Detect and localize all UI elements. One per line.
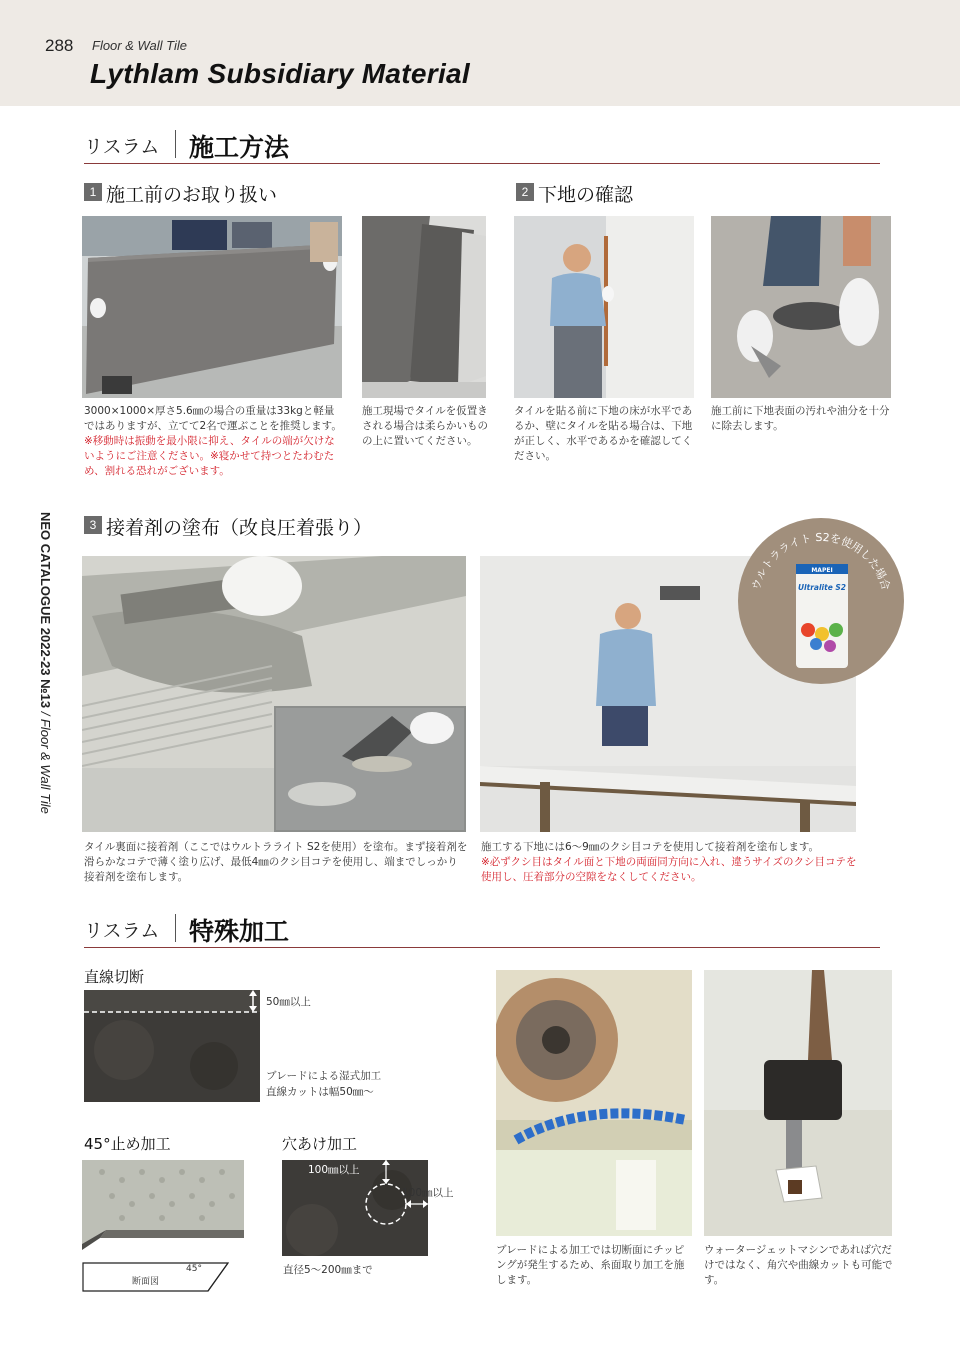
caption-text: 施工する下地には6〜9㎜のクシ目コテを使用して接着剤を塗布します。 xyxy=(481,841,820,853)
drilling-top-margin-label: 100㎜以上 xyxy=(308,1164,360,1176)
drilling-title: 穴あけ加工 xyxy=(282,1135,358,1153)
caption-blade: ブレードによる加工では切断面にチッピングが発生するため、糸面取り加工を施します。 xyxy=(496,1244,685,1286)
caption-step2-clean: 施工前に下地表面の汚れや油分を十分に除去します。 xyxy=(711,405,890,432)
caption-step1-storage: 施工現場でタイルを仮置きされる場合は柔らかいものの上に置いてください。 xyxy=(362,405,488,447)
running-title: Floor & Wall Tile xyxy=(92,38,187,53)
miter-angle-label: 45° xyxy=(186,1264,202,1274)
section-brand: リスラム xyxy=(84,136,160,158)
caption-step2-level: タイルを貼る前に下地の床が水平であるか、壁にタイルを貼る場合は、下地が正しく、水平であるかを確認してください。 xyxy=(514,405,693,462)
step-title: 施工前のお取り扱い xyxy=(106,184,278,206)
adhesive-bag-icon xyxy=(796,564,848,668)
section-separator xyxy=(175,914,176,942)
caption-text: 3000×1000×厚さ5.6㎜の場合の重量は33kgと軽量ではありますが、立てて2名で運ぶことを推奨します。 xyxy=(84,405,342,432)
straight-cut-title: 直線切断 xyxy=(84,968,145,986)
margin-arrow-icon xyxy=(246,990,260,1014)
drilling-right-margin-label: 100㎜以上 xyxy=(402,1187,454,1199)
miter-title: 45°止め加工 xyxy=(84,1135,171,1153)
straight-cut-note-1: ブレードによる湿式加工 xyxy=(266,1070,382,1082)
section-separator xyxy=(175,130,176,158)
step-heading-2 xyxy=(516,180,716,206)
caption-warning: ※必ずクシ目はタイル面と下地の両面同方向に入れ、違うサイズのクシ目コテを使用し、圧着部分の空隙をなくしてください。 xyxy=(481,856,857,883)
straight-cut-diagram xyxy=(84,990,260,1102)
miter-photo xyxy=(82,1160,244,1256)
page-title: Lythlam Subsidiary Material xyxy=(90,58,470,89)
side-catalogue-label xyxy=(38,512,53,814)
step-heading-1 xyxy=(84,180,384,206)
step-number: 3 xyxy=(84,516,102,534)
step-number: 2 xyxy=(516,183,534,201)
catalogue-name: NEO CATALOGUE 2022-23 №13 xyxy=(38,512,53,709)
product-brand: MAPEI xyxy=(811,567,833,574)
drilling-caption: 直径5〜200㎜まで xyxy=(283,1264,373,1276)
photo-tiles-leaning xyxy=(362,216,486,398)
miter-section-label: 断面図 xyxy=(132,1277,160,1287)
photo-waterjet xyxy=(704,970,892,1236)
caption-step1-handling xyxy=(84,404,344,479)
step-heading-3 xyxy=(84,513,464,539)
straight-cut-note-2: 直線カットは幅50㎜〜 xyxy=(266,1086,374,1098)
product-badge xyxy=(738,518,904,684)
caption-waterjet: ウォータージェットマシンであれば穴だけではなく、角穴や曲線カットも可能です。 xyxy=(704,1244,893,1286)
caption-step3-tile-back: タイル裏面に接着剤（ここではウルトラライト S2を使用）を塗布。まず接着剤を滑らかなコテで薄く塗り広げ、最低4㎜のクシ目コテを使用し、端までしっかり接着剤を塗布します。 xyxy=(84,841,468,883)
section-title: 特殊加工 xyxy=(189,917,290,946)
section-heading-special xyxy=(84,912,880,948)
photo-checking-wall-level xyxy=(514,216,694,398)
step-number: 1 xyxy=(84,183,102,201)
product-name: Ultralite S2 xyxy=(797,583,847,592)
photo-blade-cutting xyxy=(496,970,692,1236)
section-heading-construction xyxy=(84,128,880,164)
page-number: 288 xyxy=(45,36,74,55)
catalogue-category: / Floor & Wall Tile xyxy=(38,708,53,814)
photo-cleaning-surface xyxy=(711,216,891,398)
caption-warning: ※移動時は振動を最小限に抑え、タイルの端が欠けないようにご注意ください。※寝かせて持つとたわむため、割れる恐れがございます。 xyxy=(84,435,335,477)
header-band xyxy=(0,0,960,106)
badge-text: ウルトラライト S2を使用した場合 xyxy=(749,530,893,592)
section-brand: リスラム xyxy=(84,920,160,942)
straight-cut-margin-label: 50㎜以上 xyxy=(266,996,311,1008)
step-title: 下地の確認 xyxy=(538,184,634,206)
section-title: 施工方法 xyxy=(189,133,290,162)
photo-carrying-tile xyxy=(82,216,342,398)
photo-applying-adhesive xyxy=(82,556,466,832)
step-title: 接着剤の塗布（改良圧着張り） xyxy=(106,517,373,539)
miter-cross-section-diagram xyxy=(82,1262,244,1292)
caption-step3-substrate xyxy=(481,840,861,885)
